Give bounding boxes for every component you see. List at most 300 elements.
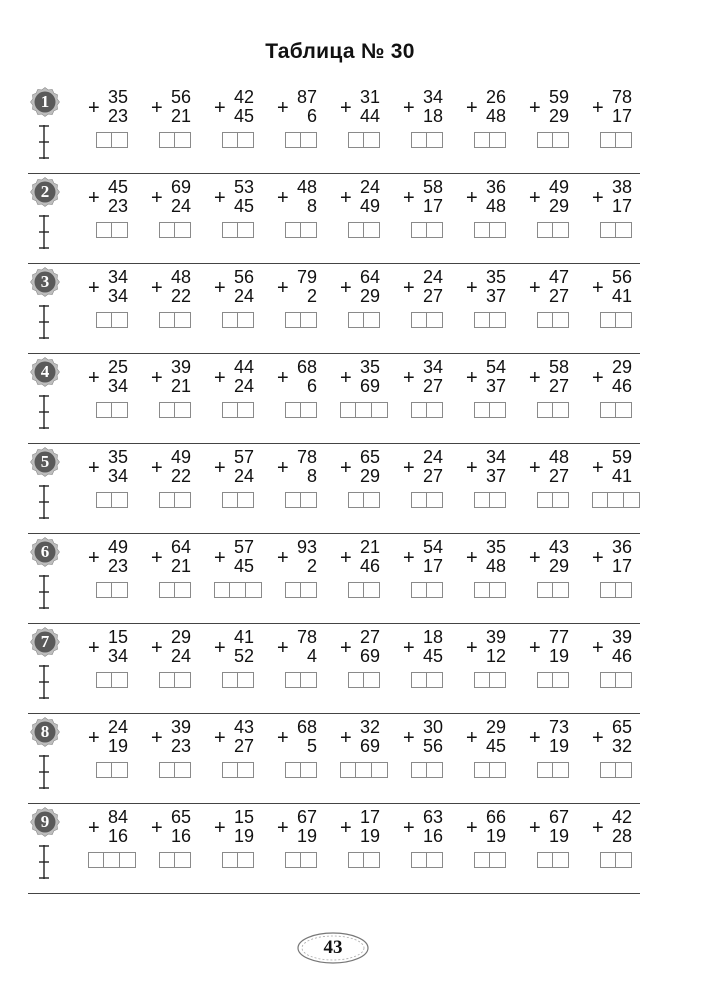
answer-cell[interactable] [490,583,505,597]
answer-cell[interactable] [427,763,442,777]
answer-cell[interactable] [490,673,505,687]
answer-box[interactable] [600,852,632,868]
answer-box[interactable] [348,222,380,238]
answer-cell[interactable] [286,133,301,147]
answer-box[interactable] [285,132,317,148]
answer-box[interactable] [222,402,254,418]
answer-cell[interactable] [616,583,631,597]
answer-cell[interactable] [553,403,568,417]
answer-cell[interactable] [349,313,364,327]
plus-sign: + [529,817,541,839]
answer-box[interactable] [285,312,317,328]
answer-cell[interactable] [427,403,442,417]
addend-top: 39 [170,717,191,737]
answer-cell[interactable] [301,763,316,777]
addend-top: 15 [233,807,254,827]
answer-cell[interactable] [427,313,442,327]
answer-cell[interactable] [286,403,301,417]
plus-sign: + [340,457,352,479]
addend-bottom: 69 [359,376,380,396]
answer-cell[interactable] [601,583,616,597]
answer-box[interactable] [411,402,443,418]
answer-cell[interactable] [553,673,568,687]
answer-cell[interactable] [97,493,112,507]
answer-cell[interactable] [553,493,568,507]
answer-box[interactable] [285,762,317,778]
row-number-badge [30,267,60,297]
answer-cell[interactable] [301,313,316,327]
answer-cell[interactable] [238,223,253,237]
answer-cell[interactable] [238,313,253,327]
answer-cell[interactable] [427,853,442,867]
answer-box[interactable] [340,402,388,418]
answer-box[interactable] [537,312,569,328]
addition-problem [214,448,274,520]
answer-box[interactable] [222,852,254,868]
page-number-badge [296,931,370,965]
answer-cell[interactable] [616,133,631,147]
answer-cell[interactable] [238,673,253,687]
answer-box[interactable] [222,312,254,328]
addend-top: 35 [107,87,128,107]
answer-cell[interactable] [412,673,427,687]
answer-cell[interactable] [175,673,190,687]
answer-cell[interactable] [246,583,261,597]
addend-top: 48 [296,177,317,197]
answer-cell[interactable] [238,853,253,867]
addition-problem [214,718,274,790]
answer-box[interactable] [537,492,569,508]
addend-top: 17 [359,807,380,827]
answer-cell[interactable] [89,853,104,867]
addend-bottom: 44 [359,106,380,126]
answer-box[interactable] [537,852,569,868]
answer-cell[interactable] [593,493,608,507]
answer-cell[interactable] [412,313,427,327]
answer-box[interactable] [159,492,191,508]
addend-bottom: 17 [422,196,443,216]
addition-problem [340,358,400,430]
answer-box[interactable] [537,672,569,688]
answer-cell[interactable] [349,133,364,147]
answer-cell[interactable] [349,673,364,687]
answer-cell[interactable] [490,403,505,417]
answer-cell[interactable] [97,313,112,327]
answer-cell[interactable] [349,493,364,507]
answer-cell[interactable] [160,673,175,687]
answer-cell[interactable] [112,133,127,147]
answer-cell[interactable] [97,673,112,687]
answer-box[interactable] [159,582,191,598]
answer-box[interactable] [348,492,380,508]
answer-cell[interactable] [412,853,427,867]
answer-cell[interactable] [160,133,175,147]
answer-cell[interactable] [112,313,127,327]
answer-cell[interactable] [553,133,568,147]
answer-cell[interactable] [601,313,616,327]
answer-cell[interactable] [601,673,616,687]
answer-cell[interactable] [490,853,505,867]
answer-box[interactable] [474,132,506,148]
answer-box[interactable] [159,222,191,238]
row-number-badge [30,447,60,477]
answer-cell[interactable] [286,853,301,867]
answer-box[interactable] [411,852,443,868]
answer-box[interactable] [96,582,128,598]
answer-box[interactable] [285,582,317,598]
answer-cell[interactable] [364,313,379,327]
answer-box[interactable] [285,402,317,418]
answer-cell[interactable] [490,223,505,237]
answer-cell[interactable] [223,673,238,687]
addition-problem [466,88,526,160]
answer-cell[interactable] [616,223,631,237]
answer-box[interactable] [159,132,191,148]
answer-cell[interactable] [223,763,238,777]
answer-cell[interactable] [301,493,316,507]
answer-cell[interactable] [475,223,490,237]
answer-box[interactable] [348,132,380,148]
answer-box[interactable] [159,852,191,868]
answer-cell[interactable] [490,493,505,507]
answer-box[interactable] [600,312,632,328]
answer-cell[interactable] [538,403,553,417]
answer-box[interactable] [348,582,380,598]
answer-cell[interactable] [427,583,442,597]
answer-cell[interactable] [175,313,190,327]
addend-top: 66 [485,807,506,827]
plus-sign: + [214,277,226,299]
answer-box[interactable] [159,312,191,328]
answer-cell[interactable] [372,403,387,417]
answer-cell[interactable] [538,493,553,507]
answer-cell[interactable] [538,853,553,867]
answer-cell[interactable] [286,223,301,237]
answer-cell[interactable] [301,853,316,867]
answer-box[interactable] [88,852,136,868]
answer-cell[interactable] [223,133,238,147]
answer-cell[interactable] [538,313,553,327]
answer-cell[interactable] [412,493,427,507]
answer-cell[interactable] [341,763,356,777]
answer-cell[interactable] [616,763,631,777]
answer-cell[interactable] [301,403,316,417]
answer-cell[interactable] [341,403,356,417]
addend-top: 18 [422,627,443,647]
answer-cell[interactable] [490,763,505,777]
answer-cell[interactable] [286,313,301,327]
answer-box[interactable] [348,852,380,868]
answer-cell[interactable] [97,763,112,777]
answer-cell[interactable] [301,583,316,597]
answer-box[interactable] [285,222,317,238]
answer-cell[interactable] [301,673,316,687]
plus-sign: + [88,547,100,569]
answer-box[interactable] [474,222,506,238]
answer-cell[interactable] [427,673,442,687]
answer-cell[interactable] [112,223,127,237]
addition-problem [592,268,652,340]
answer-box[interactable] [222,222,254,238]
answer-cell[interactable] [175,583,190,597]
answer-cell[interactable] [490,133,505,147]
answer-cell[interactable] [356,763,371,777]
answer-cell[interactable] [356,403,371,417]
answer-cell[interactable] [364,223,379,237]
answer-box[interactable] [96,492,128,508]
answer-box[interactable] [222,492,254,508]
answer-box[interactable] [96,672,128,688]
answer-box[interactable] [222,762,254,778]
answer-cell[interactable] [160,403,175,417]
addend-bottom: 12 [485,646,506,666]
answer-cell[interactable] [175,133,190,147]
answer-box[interactable] [222,132,254,148]
answer-cell[interactable] [160,493,175,507]
answer-cell[interactable] [475,403,490,417]
answer-cell[interactable] [616,853,631,867]
answer-cell[interactable] [553,763,568,777]
answer-cell[interactable] [160,763,175,777]
answer-cell[interactable] [412,763,427,777]
answer-cell[interactable] [475,583,490,597]
answer-box[interactable] [600,582,632,598]
answer-cell[interactable] [215,583,230,597]
answer-box[interactable] [474,582,506,598]
answer-cell[interactable] [601,763,616,777]
addend-bottom: 22 [170,466,191,486]
answer-cell[interactable] [175,493,190,507]
answer-box[interactable] [411,672,443,688]
answer-box[interactable] [600,762,632,778]
answer-cell[interactable] [427,223,442,237]
answer-cell[interactable] [175,403,190,417]
answer-box[interactable] [537,132,569,148]
answer-cell[interactable] [349,583,364,597]
addend-top: 58 [422,177,443,197]
answer-cell[interactable] [112,763,127,777]
answer-box[interactable] [96,222,128,238]
answer-cell[interactable] [553,313,568,327]
answer-box[interactable] [96,402,128,418]
answer-cell[interactable] [616,313,631,327]
answer-cell[interactable] [160,583,175,597]
answer-box[interactable] [600,672,632,688]
addend-bottom: 24 [233,466,254,486]
answer-cell[interactable] [175,223,190,237]
answer-cell[interactable] [412,403,427,417]
addition-problem [277,448,337,520]
answer-cell[interactable] [238,133,253,147]
addition-problem [88,88,148,160]
answer-cell[interactable] [475,133,490,147]
addend-top: 84 [107,807,128,827]
answer-box[interactable] [474,672,506,688]
addend-top: 43 [548,537,569,557]
answer-box[interactable] [474,762,506,778]
answer-cell[interactable] [112,493,127,507]
answer-cell[interactable] [475,853,490,867]
answer-box[interactable] [96,132,128,148]
answer-box[interactable] [592,492,640,508]
answer-cell[interactable] [553,583,568,597]
answer-cell[interactable] [608,493,623,507]
plus-sign: + [529,637,541,659]
answer-cell[interactable] [553,223,568,237]
answer-cell[interactable] [301,133,316,147]
addition-problem [592,358,652,430]
answer-cell[interactable] [624,493,639,507]
answer-cell[interactable] [616,403,631,417]
plus-sign: + [529,547,541,569]
answer-cell[interactable] [223,223,238,237]
answer-box[interactable] [96,762,128,778]
addend-top: 41 [233,627,254,647]
answer-cell[interactable] [553,853,568,867]
answer-cell[interactable] [160,313,175,327]
answer-cell[interactable] [97,223,112,237]
addend-bottom: 27 [548,286,569,306]
answer-box[interactable] [159,762,191,778]
answer-box[interactable] [411,582,443,598]
answer-box[interactable] [474,402,506,418]
answer-cell[interactable] [475,493,490,507]
addend-bottom: 37 [485,286,506,306]
answer-box[interactable] [96,312,128,328]
addend-top: 67 [548,807,569,827]
answer-cell[interactable] [364,673,379,687]
answer-box[interactable] [537,762,569,778]
answer-cell[interactable] [223,853,238,867]
addend-top: 65 [611,717,632,737]
answer-cell[interactable] [286,583,301,597]
answer-cell[interactable] [349,853,364,867]
answer-cell[interactable] [616,673,631,687]
exercise-row [28,714,640,804]
answer-cell[interactable] [223,403,238,417]
addend-bottom: 34 [107,646,128,666]
answer-cell[interactable] [412,223,427,237]
answer-box[interactable] [222,672,254,688]
addition-problem [277,88,337,160]
answer-cell[interactable] [175,853,190,867]
plus-sign: + [403,187,415,209]
exercise-row [28,264,640,354]
answer-cell[interactable] [223,313,238,327]
answer-box[interactable] [411,312,443,328]
answer-box[interactable] [411,222,443,238]
answer-box[interactable] [600,132,632,148]
answer-box[interactable] [474,852,506,868]
answer-cell[interactable] [538,673,553,687]
answer-cell[interactable] [286,763,301,777]
answer-box[interactable] [411,762,443,778]
answer-cell[interactable] [238,403,253,417]
answer-cell[interactable] [112,403,127,417]
addition-problem [403,268,463,340]
answer-box[interactable] [537,582,569,598]
answer-cell[interactable] [427,133,442,147]
answer-box[interactable] [411,132,443,148]
answer-box[interactable] [348,672,380,688]
answer-cell[interactable] [160,853,175,867]
answer-box[interactable] [285,672,317,688]
answer-cell[interactable] [112,583,127,597]
answer-cell[interactable] [372,763,387,777]
answer-cell[interactable] [175,763,190,777]
answer-cell[interactable] [364,133,379,147]
addition-problem [151,808,211,880]
answer-cell[interactable] [301,223,316,237]
answer-cell[interactable] [112,673,127,687]
addition-problem [592,628,652,700]
answer-box[interactable] [600,402,632,418]
plus-sign: + [466,187,478,209]
answer-cell[interactable] [601,223,616,237]
answer-cell[interactable] [230,583,245,597]
answer-box[interactable] [214,582,262,598]
answer-cell[interactable] [104,853,119,867]
answer-box[interactable] [411,492,443,508]
answer-cell[interactable] [538,583,553,597]
answer-cell[interactable] [160,223,175,237]
answer-box[interactable] [285,492,317,508]
addend-top: 35 [359,357,380,377]
answer-box[interactable] [537,402,569,418]
answer-cell[interactable] [120,853,135,867]
answer-cell[interactable] [538,223,553,237]
answer-cell[interactable] [538,763,553,777]
answer-cell[interactable] [286,493,301,507]
answer-cell[interactable] [601,133,616,147]
answer-box[interactable] [159,402,191,418]
answer-cell[interactable] [475,763,490,777]
answer-box[interactable] [537,222,569,238]
answer-box[interactable] [474,312,506,328]
answer-cell[interactable] [223,493,238,507]
answer-box[interactable] [159,672,191,688]
answer-cell[interactable] [412,583,427,597]
answer-cell[interactable] [349,223,364,237]
answer-cell[interactable] [490,313,505,327]
addition-problem [151,718,211,790]
answer-box[interactable] [348,312,380,328]
answer-cell[interactable] [364,583,379,597]
answer-cell[interactable] [286,673,301,687]
plus-sign: + [151,97,163,119]
answer-cell[interactable] [412,133,427,147]
row-number-badge [30,357,60,387]
answer-cell[interactable] [475,673,490,687]
answer-cell[interactable] [427,493,442,507]
answer-cell[interactable] [97,583,112,597]
answer-cell[interactable] [538,133,553,147]
answer-cell[interactable] [364,493,379,507]
answer-cell[interactable] [238,763,253,777]
addition-problem [529,448,589,520]
answer-cell[interactable] [97,133,112,147]
answer-box[interactable] [600,222,632,238]
answer-cell[interactable] [601,853,616,867]
answer-cell[interactable] [97,403,112,417]
answer-box[interactable] [340,762,388,778]
answer-cell[interactable] [475,313,490,327]
answer-cell[interactable] [601,403,616,417]
answer-box[interactable] [285,852,317,868]
answer-box[interactable] [474,492,506,508]
answer-cell[interactable] [238,493,253,507]
answer-cell[interactable] [364,853,379,867]
